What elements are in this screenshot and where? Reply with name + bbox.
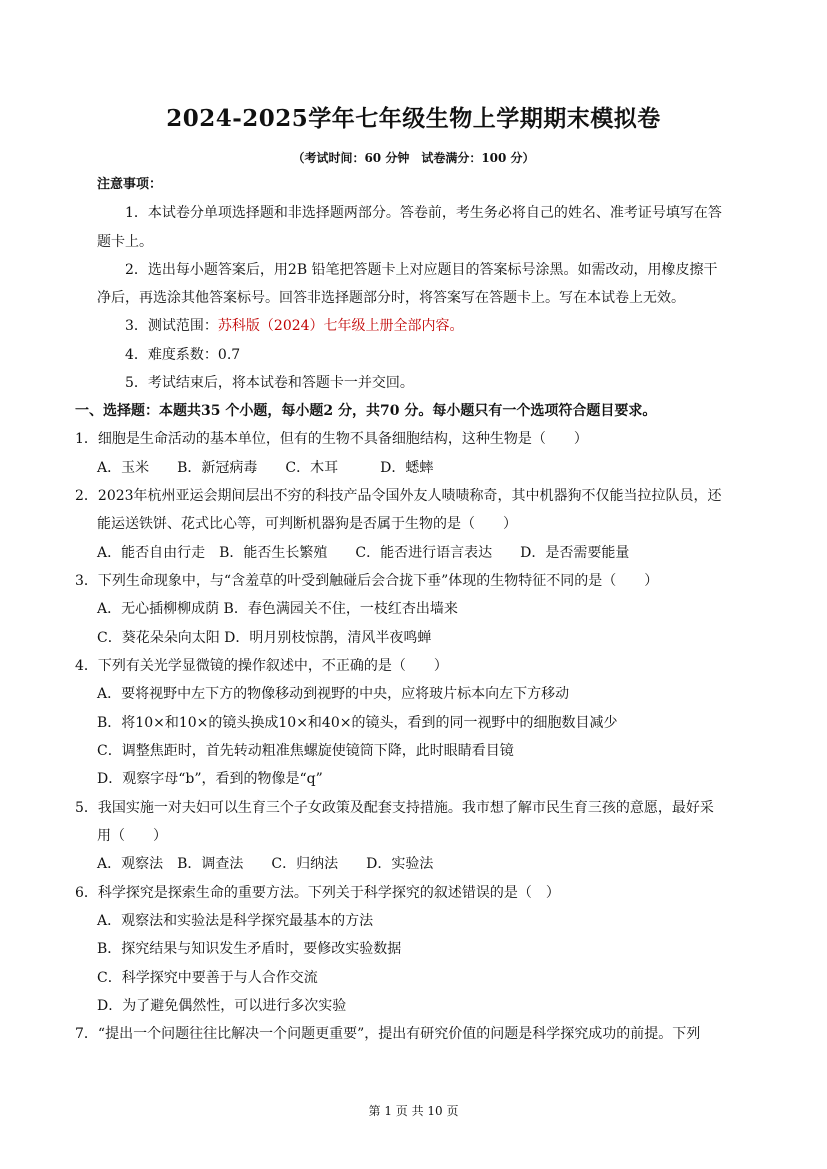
q4-option-d: D．观察字母“b”，看到的物像是“q” — [97, 771, 323, 787]
section-1-heading: 一、选择题：本题共35 个小题，每小题2 分，共70 分。每小题只有一个选项符合题目要求。 — [75, 403, 657, 419]
q5-stem-line-1: 5．我国实施一对夫妇可以生育三个子女政策及配套支持措施。我市想了解市民生育三孩的意愿，最好采 — [75, 800, 714, 816]
q6-stem: 6．科学探究是探索生命的重要方法。下列关于科学探究的叙述错误的是（ ） — [75, 885, 560, 901]
exam-subtitle: （考试时间：60 分钟 试卷满分：100 分） — [292, 151, 535, 165]
notice-item-3-prefix: 3．测试范围： — [125, 318, 218, 334]
notice-item-2-line-2: 净后，再选涂其他答案标号。回答非选择题部分时，将答案写在答题卡上。写在本试卷上无效。 — [97, 290, 685, 306]
q3-options-cd: C．葵花朵朵向太阳 D．明月别枝惊鹊，清风半夜鸣蝉 — [97, 630, 432, 646]
q6-option-c: C．科学探究中要善于与人合作交流 — [97, 970, 318, 986]
exam-title: 2024-2025学年七年级生物上学期期末模拟卷 — [166, 105, 661, 132]
notice-item-2-line-1: 2．选出每小题答案后，用2B 铅笔把答题卡上对应题目的答案标号涂黑。如需改动，用橡皮擦干 — [125, 262, 718, 278]
q7-stem: 7．“提出一个问题往往比解决一个问题更重要”，提出有研究价值的问题是科学探究成功的前提。下列 — [75, 1026, 701, 1042]
q3-options-ab: A．无心插柳柳成荫 B．春色满园关不住，一枝红杏出墙来 — [97, 601, 458, 617]
q1-stem: 1．细胞是生命活动的基本单位，但有的生物不具备细胞结构，这种生物是（ ） — [75, 431, 588, 447]
notice-item-3-scope: 苏科版（2024）七年级上册全部内容。 — [217, 318, 464, 334]
q3-stem: 3．下列生命现象中，与“含羞草的叶受到触碰后会合拢下垂”体现的生物特征不同的是（ ） — [75, 573, 659, 589]
q5-stem-line-2: 用（ ） — [97, 828, 167, 844]
q6-option-b: B．探究结果与知识发生矛盾时，要修改实验数据 — [97, 941, 402, 957]
notice-item-3 — [125, 317, 464, 335]
notice-item-1-line-1: 1．本试卷分单项选择题和非选择题两部分。答卷前，考生务必将自己的姓名、准考证号填写在答 — [125, 205, 722, 221]
page-footer: 第 1 页 共 10 页 — [368, 1104, 459, 1118]
notice-item-1-line-2: 题卡上。 — [97, 234, 153, 250]
q4-option-c: C．调整焦距时，首先转动粗准焦螺旋使镜筒下降，此时眼睛看目镜 — [97, 743, 514, 759]
notice-heading: 注意事项： — [97, 177, 163, 192]
notice-item-4: 4．难度系数：0.7 — [125, 347, 241, 363]
q4-stem: 4．下列有关光学显微镜的操作叙述中，不正确的是（ ） — [75, 658, 448, 674]
q2-options: A．能否自由行走 B．能否生长繁殖 C．能否进行语言表达 D．是否需要能量 — [97, 545, 630, 561]
q6-option-a: A．观察法和实验法是科学探究最基本的方法 — [97, 913, 374, 929]
q5-options: A．观察法 B．调查法 C．归纳法 D．实验法 — [97, 856, 434, 872]
q4-option-b: B．将10×和10×的镜头换成10×和40×的镜头，看到的同一视野中的细胞数目减少 — [97, 715, 618, 731]
q2-stem-line-1: 2．2023年杭州亚运会期间层出不穷的科技产品令国外友人啧啧称奇，其中机器狗不仅能当拉拉队员，还 — [75, 488, 722, 504]
q4-option-a: A．要将视野中左下方的物像移动到视野的中央，应将玻片标本向左下方移动 — [97, 686, 570, 702]
q2-stem-line-2: 能运送铁饼、花式比心等，可判断机器狗是否属于生物的是（ ） — [97, 516, 517, 532]
q1-options: A．玉米 B．新冠病毒 C．木耳 D．蟋蟀 — [97, 460, 434, 476]
notice-item-5: 5．考试结束后，将本试卷和答题卡一并交回。 — [125, 375, 414, 391]
q6-option-d: D．为了避免偶然性，可以进行多次实验 — [97, 998, 347, 1014]
